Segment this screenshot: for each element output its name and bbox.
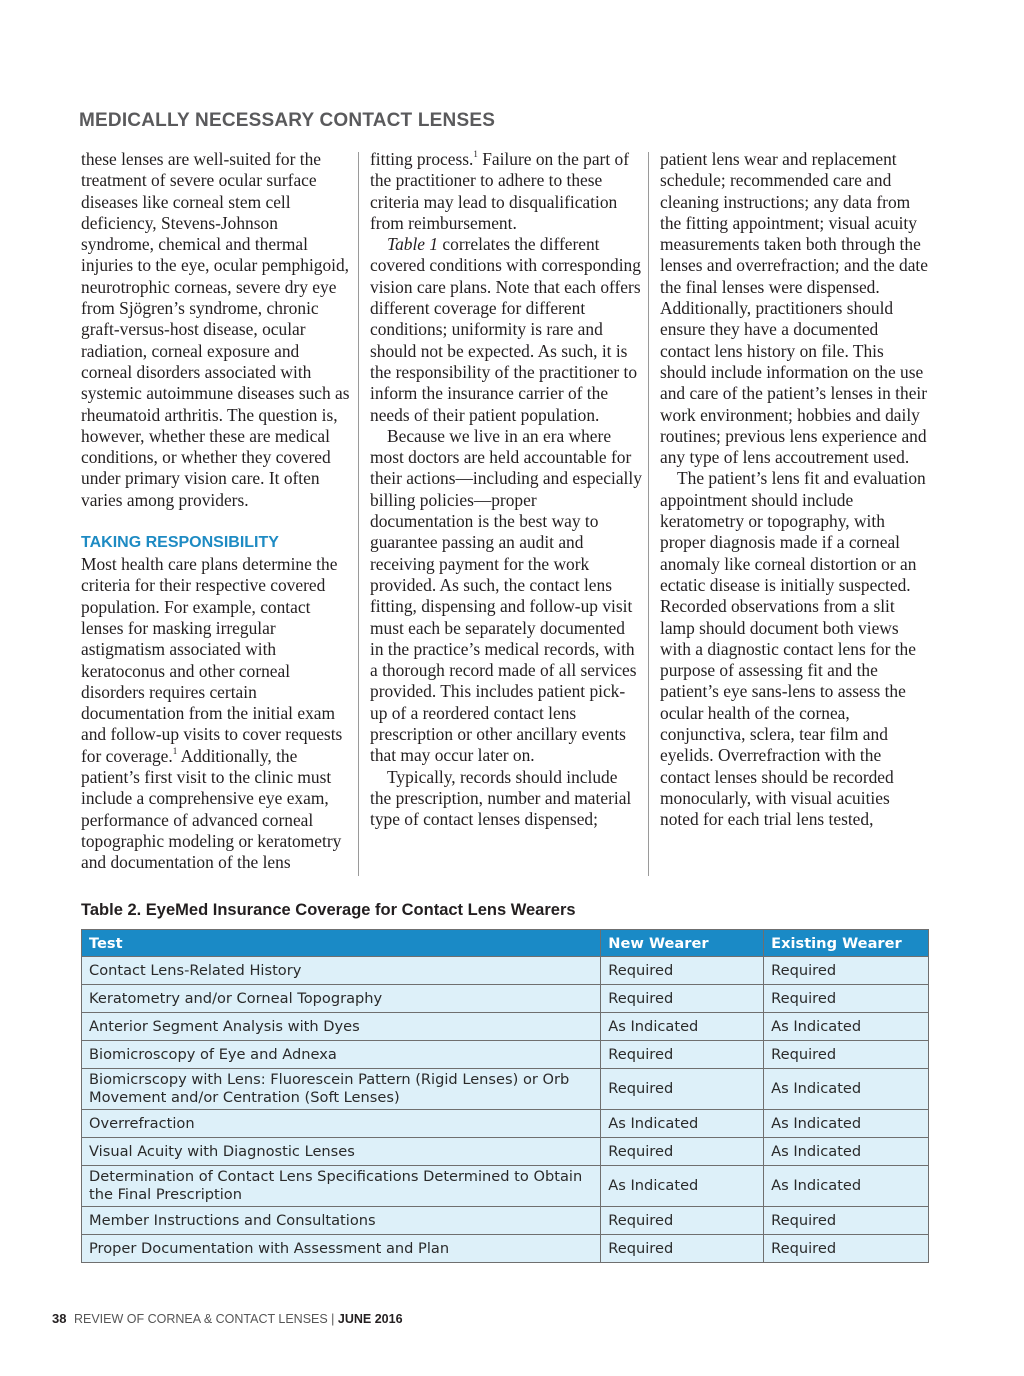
existing-wearer-cell: Required	[764, 1041, 929, 1069]
section-header: MEDICALLY NECESSARY CONTACT LENSES	[79, 110, 496, 131]
header-existing-wearer: Existing Wearer	[764, 930, 929, 957]
table-row	[82, 1166, 929, 1207]
header-test: Test	[82, 930, 601, 957]
table-row	[82, 1138, 929, 1166]
page-number: 38	[52, 1311, 67, 1326]
paragraph: Typically, records should include the prescription, number and material type of contact lenses dispensed;	[370, 766, 632, 830]
test-cell: Anterior Segment Analysis with Dyes	[82, 1013, 601, 1041]
existing-wearer-cell: Required	[764, 1207, 929, 1235]
new-wearer-cell: As Indicated	[601, 1166, 764, 1207]
test-cell: Contact Lens-Related History	[82, 957, 601, 985]
paragraph: these lenses are well-suited for the treatment of severe ocular surface diseases like corneal stem cell deficiency, Stevens-Johnson syndrome, chemical and thermal injuries to the eye, ocular pemphigoid, neurotrophic corneas, severe dry eye from Sjögren’s syndrome, chronic graft-versus-host disease, ocular radiation, corneal exposure and corneal disorders associated with systemic autoimmune diseases such as rheumatoid arthritis. The question is, however, whether these are medical conditions, or whether they covered under primary vision care. It often varies among providers.	[81, 149, 350, 510]
test-cell: Member Instructions and Consultations	[82, 1207, 601, 1235]
subhead: TAKING RESPONSIBILITY	[81, 534, 279, 552]
new-wearer-cell: Required	[601, 985, 764, 1013]
paragraph: patient lens wear and replacement schedule; recommended care and cleaning instructions; any data from the fitting appointment; visual acuity measurements taken both through the lenses and overrefraction; and the date the final lenses were dispensed. Additionally, practitioners should ensure they have a documented contact lens history on file. This should include information on the use and care of the patient’s lenses in their work environment; hobbies and daily routines; previous lens experience and any type of lens accoutrement used.	[660, 149, 928, 468]
new-wearer-cell: As Indicated	[601, 1013, 764, 1041]
text-column-1	[81, 149, 353, 874]
existing-wearer-cell: As Indicated	[764, 1069, 929, 1110]
new-wearer-cell: Required	[601, 1138, 764, 1166]
existing-wearer-cell: As Indicated	[764, 1013, 929, 1041]
new-wearer-cell: Required	[601, 1069, 764, 1110]
new-wearer-cell: As Indicated	[601, 1110, 764, 1138]
existing-wearer-cell: Required	[764, 1235, 929, 1263]
table-row	[82, 1013, 929, 1041]
paragraph: fitting process.$^1$ Failure on the part of the practitioner to adhere to these criteria may lead to disqualification from reimbursement.	[370, 149, 630, 233]
table-row	[82, 1069, 929, 1110]
test-cell: Proper Documentation with Assessment and Plan	[82, 1235, 601, 1263]
test-cell: Visual Acuity with Diagnostic Lenses	[82, 1138, 601, 1166]
table-title: Table 2. EyeMed Insurance Coverage for Contact Lens Wearers	[81, 901, 576, 919]
paragraph: Table 1 correlates the different covered conditions with corresponding vision care plans. Note that each offers different coverage for different conditions; uniformity is rare and should not be expected. As such, it is the responsibility of the practitioner to inform the insurance carrier of the needs of their patient population.	[370, 234, 641, 425]
existing-wearer-cell: Required	[764, 985, 929, 1013]
footer-separator: |	[327, 1312, 338, 1326]
test-cell: Determination of Contact Lens Specifications Determined to Obtain the Final Prescription	[82, 1166, 601, 1207]
test-cell: Biomicrscopy with Lens: Fluorescein Pattern (Rigid Lenses) or Orb Movement and/or Centration (Soft Lenses)	[82, 1069, 601, 1110]
new-wearer-cell: Required	[601, 1235, 764, 1263]
text-column-3	[660, 149, 932, 831]
existing-wearer-cell: As Indicated	[764, 1138, 929, 1166]
table-row	[82, 957, 929, 985]
new-wearer-cell: Required	[601, 1041, 764, 1069]
existing-wearer-cell: As Indicated	[764, 1110, 929, 1138]
table-row	[82, 1110, 929, 1138]
table-row	[82, 1207, 929, 1235]
table-row	[82, 1041, 929, 1069]
table-row	[82, 1235, 929, 1263]
paragraph: Because we live in an era where most doctors are held accountable for their actions—including and especially billing policies—proper documentation is the best way to guarantee passing an audit and receiving payment for the work provided. As such, the contact lens fitting, dispensing and follow-up visit must each be separately documented in the practice’s medical records, with a thorough record made of all services provided. This includes patient pick-up of a reordered contact lens prescription or other ancillary events that may occur later on.	[370, 425, 642, 766]
test-cell: Overrefraction	[82, 1110, 601, 1138]
page-footer	[52, 1311, 403, 1326]
coverage-table	[81, 929, 929, 1263]
header-new-wearer: New Wearer	[601, 930, 764, 957]
new-wearer-cell: Required	[601, 957, 764, 985]
issue-date: JUNE 2016	[337, 1312, 403, 1326]
paragraph: The patient’s lens fit and evaluation appointment should include keratometry or topography, with proper diagnosis made if a corneal anomaly like corneal distortion or an ectatic disease is initially suspected. Recorded observations from a slit lamp should document both views with a diagnostic contact lens for the purpose of assessing fit and the patient’s eye sans-lens to assess the ocular health of the cornea, conjunctiva, sclera, tear film and eyelids. Overrefraction with the contact lenses should be recorded monocularly, with visual acuities noted for each trial lens tested,	[660, 468, 926, 830]
test-cell: Biomicroscopy of Eye and Adnexa	[82, 1041, 601, 1069]
reference-superscript: 1	[473, 149, 478, 159]
table-row	[82, 985, 929, 1013]
new-wearer-cell: Required	[601, 1207, 764, 1235]
existing-wearer-cell: As Indicated	[764, 1166, 929, 1207]
test-cell: Keratometry and/or Corneal Topography	[82, 985, 601, 1013]
paragraph: Most health care plans determine the criteria for their respective covered population. For example, contact lenses for masking irregular astigmatism associated with keratoconus and other corneal disorders requires certain documentation from the initial exam and follow-up visits to cover requests for coverage.$^1$ Additionally, the patient’s first visit to the clinic must include a comprehensive eye exam, performance of advanced corneal topographic modeling or keratometry and documentation of the lens	[81, 554, 343, 873]
publication-name: REVIEW OF CORNEA & CONTACT LENSES	[73, 1312, 328, 1326]
table-header-row	[82, 930, 929, 957]
column-rule	[648, 152, 649, 876]
reference-superscript: 1	[172, 745, 178, 756]
existing-wearer-cell: Required	[764, 957, 929, 985]
column-rule	[358, 152, 359, 876]
text-column-2	[370, 149, 642, 831]
